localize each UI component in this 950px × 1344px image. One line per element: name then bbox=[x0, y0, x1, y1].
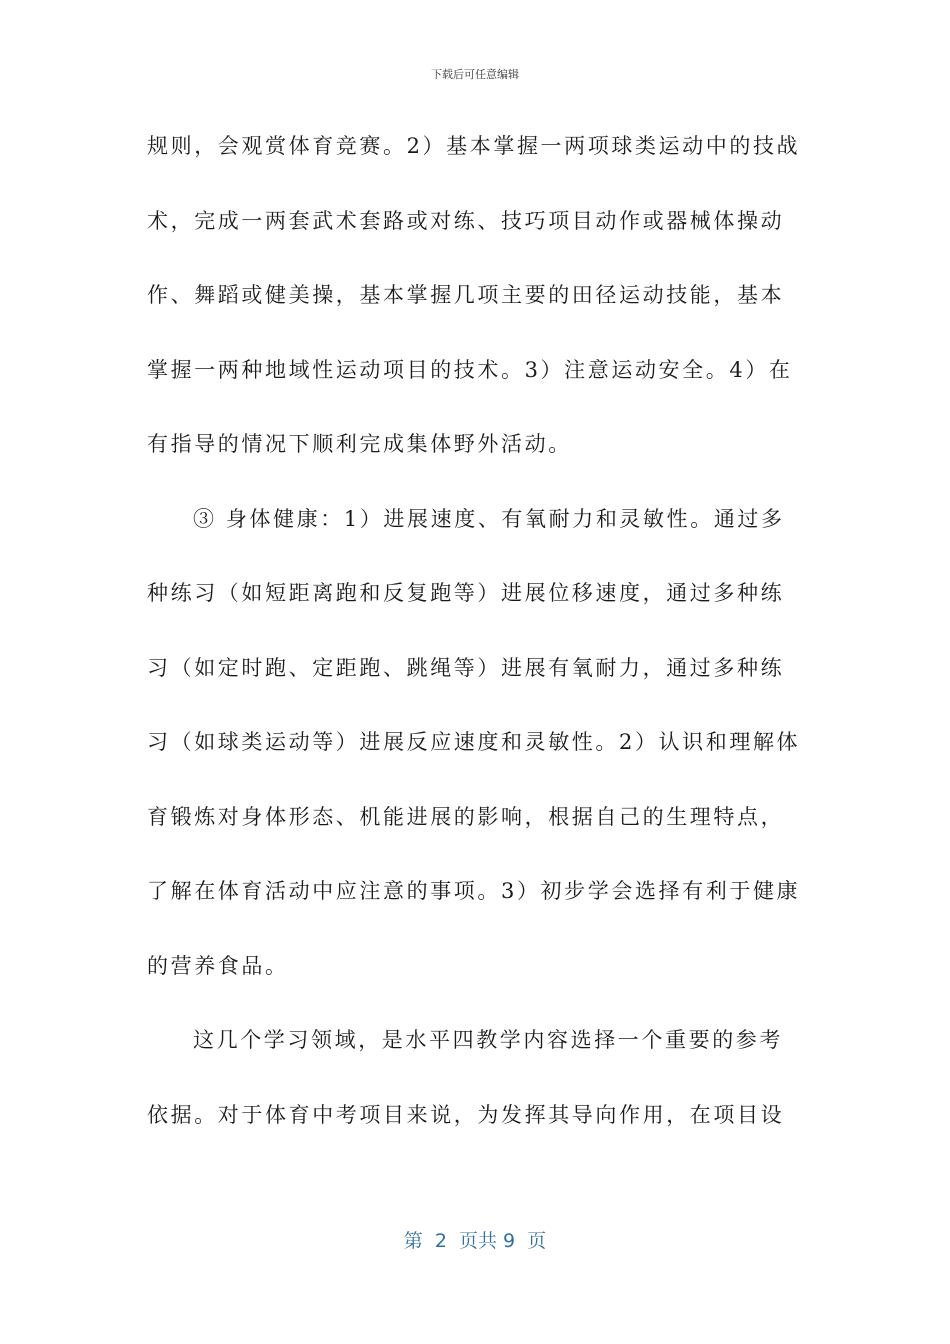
paragraph-start-line: ③ 身体健康：1）进展速度、有氧耐力和灵敏性。通过多 bbox=[193, 506, 785, 531]
text-line: 习（如球类运动等）进展反应速度和灵敏性。2）认识和理解体 bbox=[147, 730, 801, 754]
text-line: 习（如定时跑、定距跑、跳绳等）进展有氧耐力，通过多种练 bbox=[147, 655, 785, 680]
text-line: 有指导的情况下顺利完成集体野外活动。 bbox=[147, 432, 572, 456]
text-line: 掌握一两种地域性运动项目的技术。3）注意运动安全。4）在 bbox=[147, 357, 793, 382]
text-line: 依据。对于体育中考项目来说，为发挥其导向作用，在项目设 bbox=[147, 1102, 785, 1127]
text-line: 了解在体育活动中应注意的事项。3）初步学会选择有利于健康 bbox=[147, 879, 801, 903]
text-line: 规则，会观赏体育竞赛。2）基本掌握一两项球类运动中的技战 bbox=[147, 134, 801, 158]
text-line: 的营养食品。 bbox=[147, 953, 289, 978]
text-line: 术，完成一两套武术套路或对练、技巧项目动作或器械体操动 bbox=[147, 208, 785, 233]
document-body bbox=[147, 126, 807, 1169]
text-line: 作、舞蹈或健美操，基本掌握几项主要的田径运动技能，基本 bbox=[147, 283, 785, 307]
page-number-footer: 第 2 页共 9 页 bbox=[403, 1230, 547, 1252]
text-line: 种练习（如短距离跑和反复跑等）进展位移速度，通过多种练 bbox=[147, 581, 785, 605]
page-header: 下载后可任意编辑 bbox=[431, 68, 519, 81]
text-line: 育锻炼对身体形态、机能进展的影响，根据自己的生理特点， bbox=[147, 804, 785, 829]
paragraph-start-line: 这几个学习领域，是水平四教学内容选择一个重要的参考 bbox=[193, 1028, 783, 1052]
